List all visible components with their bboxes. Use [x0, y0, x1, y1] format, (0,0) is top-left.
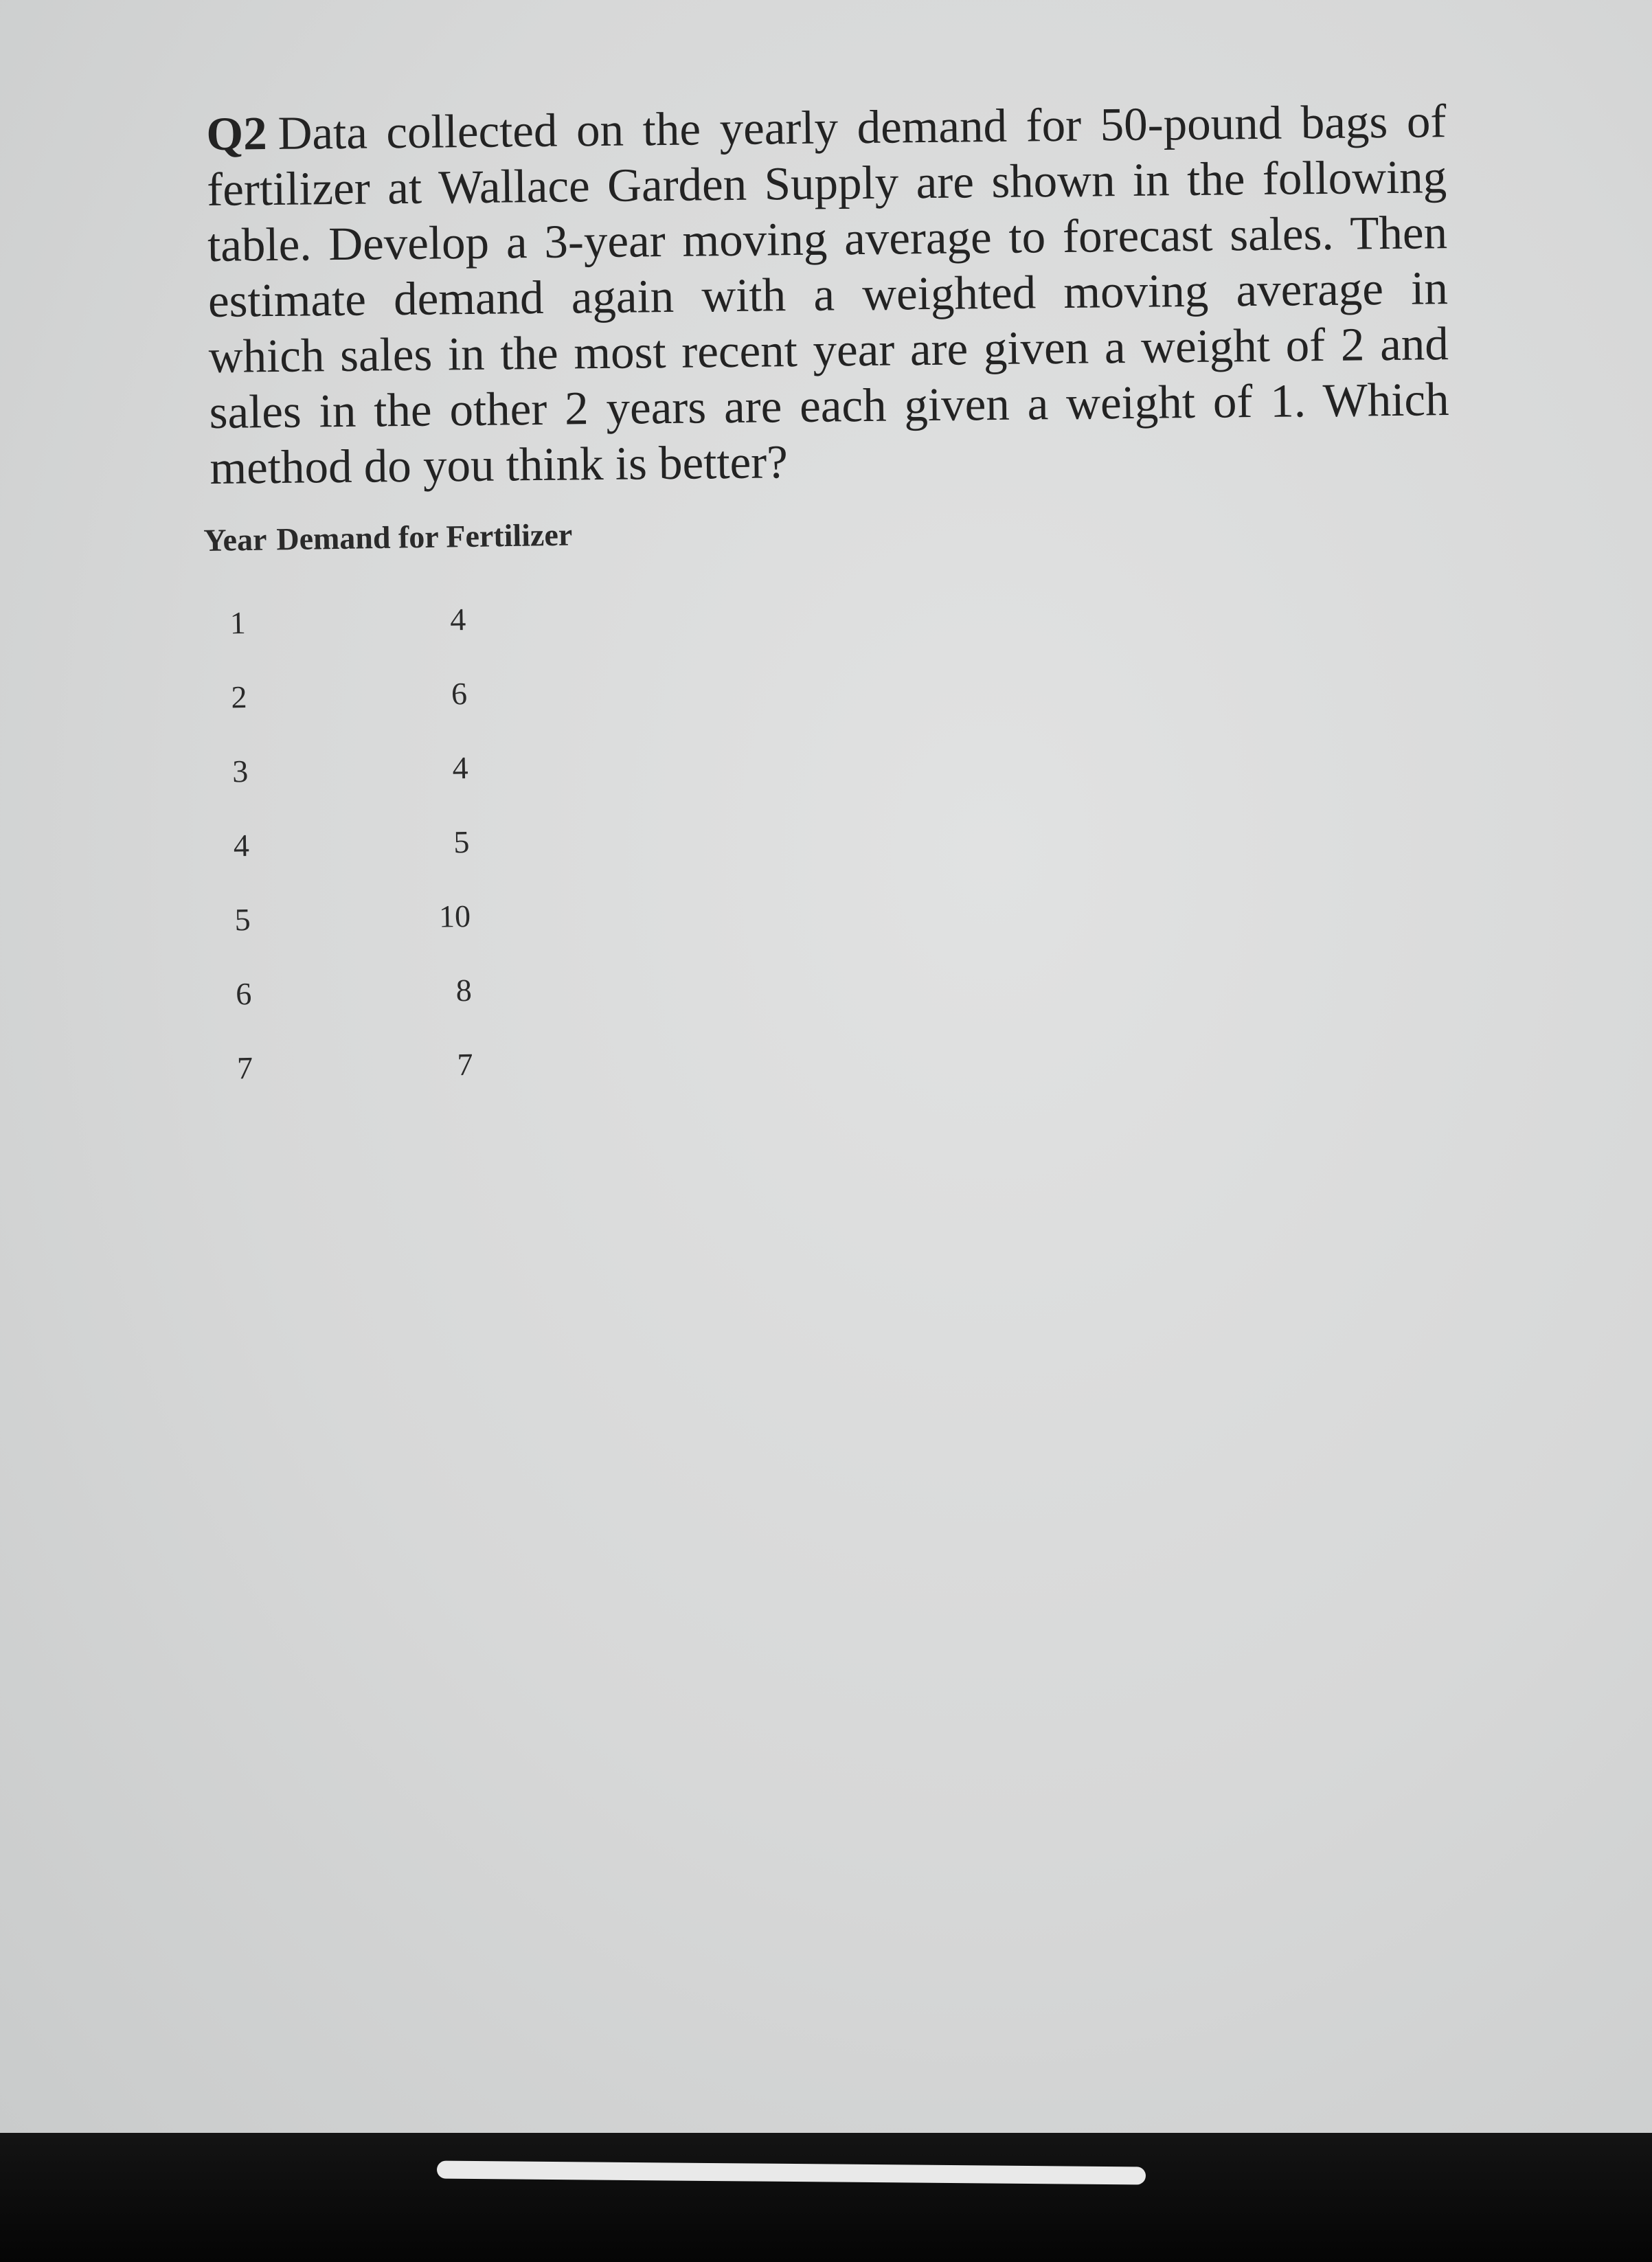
- device-bezel: [0, 2133, 1652, 2262]
- table-row: [208, 818, 690, 900]
- demand-cell: 6: [451, 676, 468, 712]
- table-row: [205, 596, 687, 677]
- demand-cell: 7: [457, 1046, 473, 1083]
- table-row: [207, 744, 689, 826]
- header-year: Year: [203, 521, 267, 558]
- year-cell: 2: [231, 679, 247, 715]
- table-rows: [205, 596, 694, 1122]
- demand-cell: 10: [438, 898, 471, 934]
- year-cell: 1: [229, 605, 247, 641]
- table-row: [210, 966, 692, 1048]
- question-number: Q2: [206, 107, 267, 160]
- demand-cell: 8: [455, 972, 473, 1008]
- demand-cell: 5: [453, 824, 470, 860]
- year-cell: 7: [236, 1050, 253, 1086]
- year-cell: 3: [231, 754, 249, 789]
- year-cell: 6: [235, 975, 252, 1012]
- table-header: [203, 517, 573, 558]
- question-text: Data collected on the yearly demand for 50-pound bags of fertilizer at Wallace Garden Supply are shown in the following table. Develop a 3-year moving average to forecast sales. Then estimate demand again with a weighted moving average in which sales in the most recent year are given a weight of 2 and sales in the other 2 years are each given a weight of 1. Which method do you think is better?: [206, 95, 1449, 494]
- table-row: [210, 892, 692, 974]
- demand-table: [203, 514, 693, 1106]
- year-cell: 5: [234, 901, 251, 938]
- demand-cell: 4: [452, 749, 469, 786]
- demand-cell: 4: [449, 602, 466, 637]
- header-demand: Demand for Fertilizer: [275, 517, 573, 557]
- table-row: [212, 1041, 694, 1122]
- question-paragraph: [206, 93, 1450, 496]
- year-cell: 4: [233, 828, 250, 863]
- table-row: [206, 670, 688, 751]
